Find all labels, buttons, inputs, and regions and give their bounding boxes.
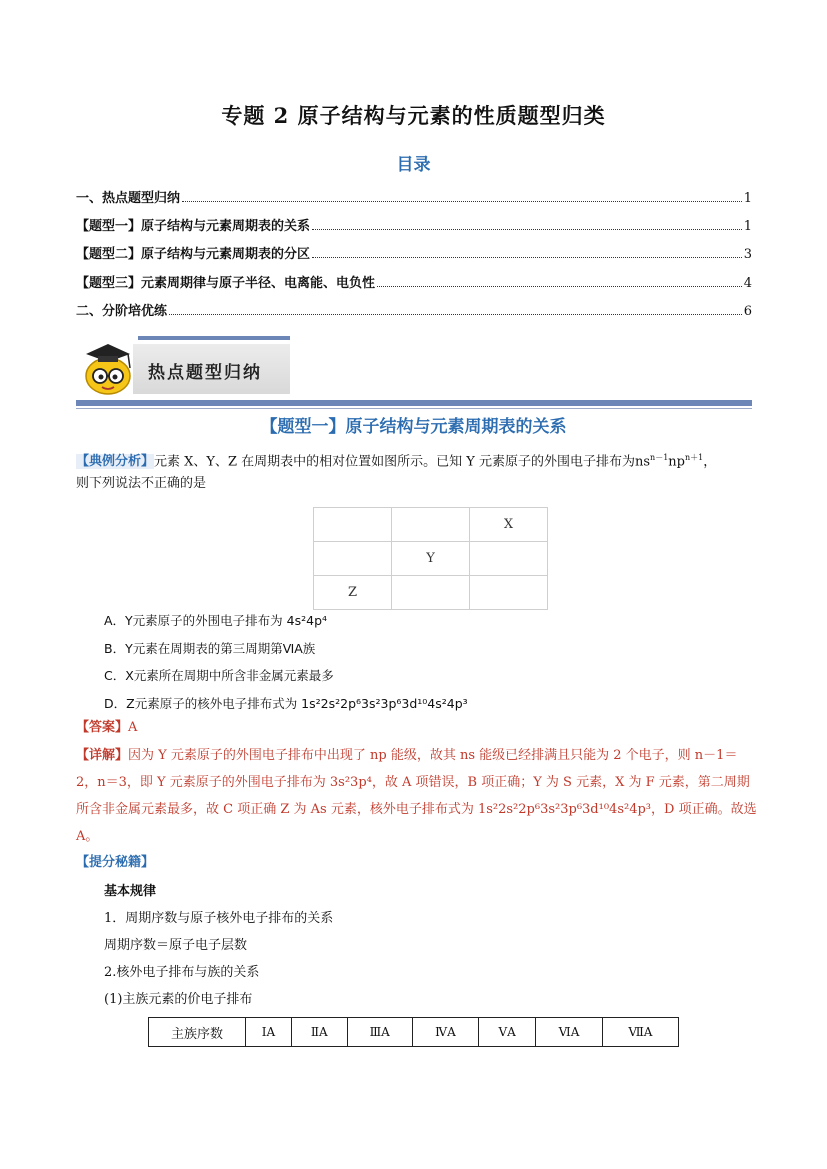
example-stem-line2: 则下列说法不正确的是 — [76, 476, 207, 491]
detail-line-2: 2，n＝3，即 Y 元素原子的外围电子排布为 3s²3p⁴，故 A 项错误，B 项正确；Y 为 S 元素，X 为 F 元素，第二周期 — [76, 775, 750, 790]
table-header-cell: ⅠA — [246, 1018, 292, 1047]
table-header-cell: ⅢA — [347, 1018, 412, 1047]
rule-title: 基本规律 — [104, 884, 157, 899]
scholar-mascot-icon — [78, 338, 138, 396]
toc-entry-label: 一、热点题型归纳 — [76, 191, 181, 206]
periodic-position-grid — [313, 507, 548, 610]
option-b[interactable]: B．Y元素在周期表的第三周期第ⅥA族 — [104, 641, 316, 656]
grid-cell — [392, 508, 470, 542]
toc-leader — [312, 229, 742, 230]
table-header-cell: 主族序数 — [149, 1018, 246, 1047]
example-stem — [76, 446, 756, 474]
grid-cell — [392, 576, 470, 610]
grid-row — [314, 576, 548, 610]
option-d[interactable]: D．Z元素原子的核外电子排布式为 1s²2s²2p⁶3s²3p⁶3d¹⁰4s²4p³ — [104, 696, 468, 711]
toc-heading: 目录 — [396, 155, 431, 175]
detail-line-1 — [76, 744, 756, 768]
option-c[interactable]: C．X元素所在周期中所含非金属元素最多 — [104, 668, 334, 683]
toc-entry[interactable] — [76, 242, 752, 262]
example-stem-text: 元素 X、Y、Z 在周期表中的相对位置如图所示。已知 Y 元素原子的外围电子排布为 — [154, 454, 635, 470]
toc-entry-page: 3 — [743, 247, 752, 262]
banner-label: 热点题型归纳 — [148, 363, 262, 383]
section-heading: 【题型一】原子结构与元素周期表的关系 — [260, 417, 567, 437]
toc-leader — [312, 257, 742, 258]
table-header-cell: ⅦA — [602, 1018, 678, 1047]
section-divider-thin — [76, 408, 752, 409]
main-group-table — [148, 1017, 679, 1047]
table-header-cell: ⅤA — [479, 1018, 536, 1047]
detail-line-3: 所含非金属元素最多，故 C 项正确 Z 为 As 元素，核外电子排布式为 1s²2s²2p⁶3s²3p⁶3d¹⁰4s²4p³，D 项正确。故选 — [76, 802, 757, 817]
section-divider — [76, 400, 752, 406]
stem-comma: ， — [703, 454, 717, 470]
detail-line-4: A。 — [76, 829, 99, 844]
toc-leader — [182, 201, 742, 202]
grid-cell — [314, 542, 392, 576]
rule-item-1-text: 周期序数＝原子电子层数 — [104, 938, 248, 953]
toc-entry-label: 【题型三】元素周期律与原子半径、电离能、电负性 — [76, 276, 376, 291]
toc-entry[interactable] — [76, 214, 752, 234]
rule-item-2: 2.核外电子排布与族的关系 — [104, 965, 260, 980]
grid-cell — [470, 576, 548, 610]
detail-text-1: 因为 Y 元素原子的外围电子排布中出现了 np 能级，故其 ns 能级已经排满且只能为 2 个电子，则 n－1＝ — [128, 748, 738, 763]
answer-line — [76, 716, 137, 740]
table-header-row — [149, 1018, 679, 1047]
tips-tag-label: 【提分秘籍】 — [76, 855, 155, 870]
detail-tag: 【详解】 — [76, 748, 129, 763]
config-sup-1: n－1 — [650, 453, 669, 462]
table-header-cell: ⅡA — [292, 1018, 348, 1047]
grid-cell — [314, 508, 392, 542]
option-a[interactable]: A．Y元素原子的外围电子排布为 4s²4p⁴ — [104, 613, 328, 628]
answer-value: A — [128, 720, 138, 735]
answer-tag: 【答案】 — [76, 720, 129, 735]
grid-cell: Z — [314, 576, 392, 610]
section-banner — [78, 336, 290, 396]
toc-entry[interactable] — [76, 186, 752, 206]
config-ns: ns — [635, 454, 651, 470]
toc-entry[interactable] — [76, 271, 752, 291]
config-sup-2: n＋1 — [685, 453, 704, 462]
table-header-cell: ⅣA — [412, 1018, 478, 1047]
toc-entry-label: 二、分阶培优练 — [76, 304, 168, 319]
example-tag: 【典例分析】 — [76, 454, 155, 470]
config-np: np — [668, 454, 685, 470]
grid-row — [314, 542, 548, 576]
toc-entry-page: 1 — [743, 219, 752, 234]
grid-cell — [470, 542, 548, 576]
table-header-cell: ⅥA — [536, 1018, 603, 1047]
toc-entry-page: 1 — [743, 191, 752, 206]
toc-entry-label: 【题型二】原子结构与元素周期表的分区 — [76, 247, 311, 262]
grid-cell: X — [470, 508, 548, 542]
grid-row — [314, 508, 548, 542]
toc-leader — [169, 314, 742, 315]
toc-entry-page: 4 — [743, 276, 752, 291]
banner-top-rule — [138, 336, 290, 340]
toc-entry-label: 【题型一】原子结构与元素周期表的关系 — [76, 219, 311, 234]
toc-entry[interactable] — [76, 299, 752, 319]
rule-item-2-sub: (1)主族元素的价电子排布 — [104, 992, 253, 1007]
rule-item-1: 1．周期序数与原子核外电子排布的关系 — [104, 911, 334, 926]
grid-cell: Y — [392, 542, 470, 576]
document-title: 专题 2 原子结构与元素的性质题型归类 — [221, 103, 606, 128]
tips-tag — [76, 851, 154, 875]
toc-entry-page: 6 — [743, 304, 752, 319]
toc-leader — [377, 286, 742, 287]
